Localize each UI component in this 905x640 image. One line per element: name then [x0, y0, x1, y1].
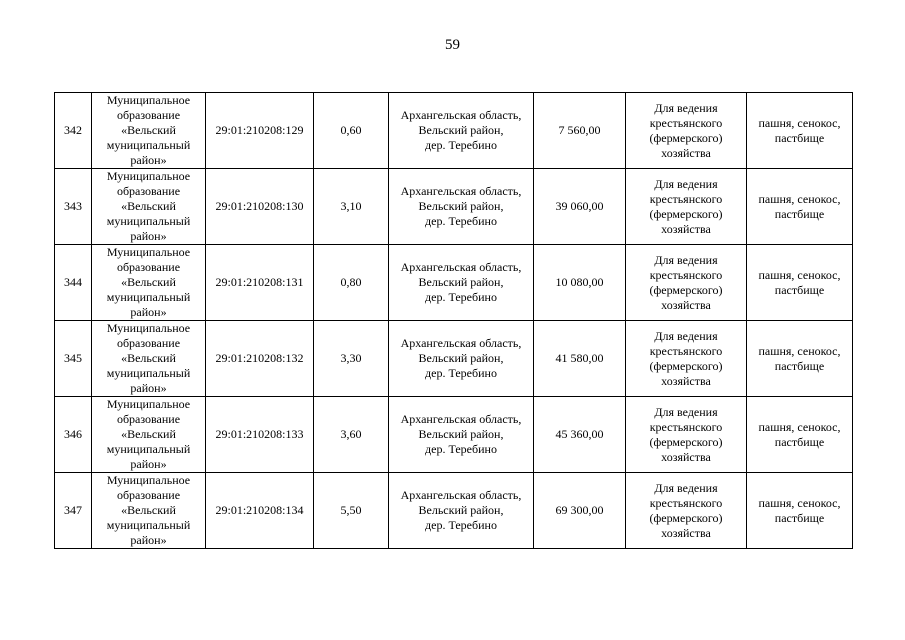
address-cell — [389, 93, 534, 169]
address-cell — [389, 245, 534, 321]
cadastral-number: 29:01:210208:133 — [215, 427, 304, 441]
cadastral-value-cell — [534, 169, 626, 245]
purpose-line: крестьянского — [649, 343, 723, 358]
owner-line: муниципальный — [106, 138, 191, 152]
owner-cell — [92, 93, 206, 169]
row-number-cell — [55, 169, 92, 245]
owner-line: Муниципальное — [106, 93, 191, 107]
usage-cell — [747, 473, 853, 549]
purpose-line: хозяйства — [661, 449, 711, 464]
address-line: Архангельская область, — [400, 412, 522, 426]
cadastral-number: 29:01:210208:134 — [215, 503, 304, 517]
owner-cell — [92, 245, 206, 321]
usage-line: пастбище — [774, 434, 825, 449]
purpose-line: (фермерского) — [649, 510, 723, 525]
address-line: Архангельская область, — [400, 260, 522, 274]
row-number: 347 — [64, 503, 82, 517]
address-cell — [389, 169, 534, 245]
owner-line: район» — [130, 229, 167, 243]
address-cell — [389, 321, 534, 397]
usage-line: пастбище — [774, 358, 825, 373]
owner-line: образование — [116, 488, 181, 502]
land-plots-table — [54, 92, 853, 549]
area-cell — [314, 473, 389, 549]
purpose-line: Для ведения — [654, 252, 718, 267]
owner-line: «Вельский — [121, 351, 176, 365]
area-cell — [314, 93, 389, 169]
usage-line: пастбище — [774, 130, 825, 145]
cadastral-number-cell — [206, 321, 314, 397]
owner-line: район» — [130, 153, 167, 167]
owner-line: образование — [116, 336, 181, 350]
owner-line: муниципальный — [106, 366, 191, 380]
area-cell — [314, 169, 389, 245]
owner-line: Муниципальное — [106, 245, 191, 259]
purpose-line: (фермерского) — [649, 130, 723, 145]
owner-line: муниципальный — [106, 214, 191, 228]
purpose-line: хозяйства — [661, 525, 711, 540]
address-line: Вельский район, — [418, 123, 504, 137]
owner-line: Муниципальное — [106, 397, 191, 411]
owner-cell — [92, 321, 206, 397]
usage-cell — [747, 93, 853, 169]
cadastral-value: 10 080,00 — [555, 275, 604, 289]
cadastral-value: 39 060,00 — [555, 199, 604, 213]
owner-line: район» — [130, 305, 167, 319]
owner-cell — [92, 473, 206, 549]
owner-line: «Вельский — [121, 503, 176, 517]
address-line: дер. Теребино — [425, 138, 497, 152]
purpose-cell — [626, 245, 747, 321]
cadastral-number: 29:01:210208:129 — [215, 123, 304, 137]
area-value: 0,80 — [340, 275, 362, 289]
address-line: Вельский район, — [418, 351, 504, 365]
address-line: Архангельская область, — [400, 488, 522, 502]
usage-cell — [747, 321, 853, 397]
cadastral-value: 45 360,00 — [555, 427, 604, 441]
address-line: Вельский район, — [418, 275, 504, 289]
cadastral-number-cell — [206, 473, 314, 549]
owner-line: район» — [130, 457, 167, 471]
area-value: 0,60 — [340, 123, 362, 137]
row-number: 343 — [64, 199, 82, 213]
row-number: 345 — [64, 351, 82, 365]
purpose-line: крестьянского — [649, 267, 723, 282]
purpose-cell — [626, 397, 747, 473]
row-number-cell — [55, 473, 92, 549]
cadastral-number-cell — [206, 93, 314, 169]
usage-line: пашня, сенокос, — [758, 495, 841, 510]
address-cell — [389, 397, 534, 473]
cadastral-value-cell — [534, 93, 626, 169]
purpose-line: (фермерского) — [649, 358, 723, 373]
owner-line: «Вельский — [121, 199, 176, 213]
purpose-line: Для ведения — [654, 176, 718, 191]
usage-line: пастбище — [774, 206, 825, 221]
owner-line: муниципальный — [106, 518, 191, 532]
row-number: 346 — [64, 427, 82, 441]
owner-line: образование — [116, 108, 181, 122]
usage-line: пашня, сенокос, — [758, 191, 841, 206]
table-row — [55, 245, 853, 321]
usage-line: пашня, сенокос, — [758, 267, 841, 282]
owner-line: муниципальный — [106, 442, 191, 456]
cadastral-value: 7 560,00 — [558, 123, 601, 137]
row-number-cell — [55, 321, 92, 397]
area-cell — [314, 397, 389, 473]
table-body — [55, 93, 853, 549]
owner-line: «Вельский — [121, 275, 176, 289]
usage-cell — [747, 397, 853, 473]
purpose-line: крестьянского — [649, 191, 723, 206]
cadastral-value-cell — [534, 397, 626, 473]
purpose-line: Для ведения — [654, 328, 718, 343]
purpose-line: крестьянского — [649, 419, 723, 434]
purpose-line: Для ведения — [654, 480, 718, 495]
address-line: Архангельская область, — [400, 184, 522, 198]
owner-cell — [92, 397, 206, 473]
owner-line: Муниципальное — [106, 473, 191, 487]
address-cell — [389, 473, 534, 549]
address-line: Вельский район, — [418, 503, 504, 517]
purpose-cell — [626, 169, 747, 245]
purpose-line: хозяйства — [661, 373, 711, 388]
table-row — [55, 93, 853, 169]
purpose-cell — [626, 321, 747, 397]
owner-line: Муниципальное — [106, 321, 191, 335]
usage-cell — [747, 245, 853, 321]
cadastral-number: 29:01:210208:132 — [215, 351, 304, 365]
address-line: дер. Теребино — [425, 366, 497, 380]
owner-line: Муниципальное — [106, 169, 191, 183]
owner-line: район» — [130, 533, 167, 547]
address-line: Вельский район, — [418, 427, 504, 441]
cadastral-value-cell — [534, 473, 626, 549]
owner-line: образование — [116, 184, 181, 198]
usage-line: пастбище — [774, 510, 825, 525]
row-number: 342 — [64, 123, 82, 137]
purpose-line: крестьянского — [649, 495, 723, 510]
cadastral-value: 41 580,00 — [555, 351, 604, 365]
cadastral-number: 29:01:210208:131 — [215, 275, 304, 289]
area-cell — [314, 245, 389, 321]
purpose-line: (фермерского) — [649, 434, 723, 449]
cadastral-value-cell — [534, 321, 626, 397]
purpose-cell — [626, 473, 747, 549]
area-value: 3,10 — [340, 199, 362, 213]
row-number-cell — [55, 93, 92, 169]
table-row — [55, 397, 853, 473]
purpose-cell — [626, 93, 747, 169]
address-line: дер. Теребино — [425, 214, 497, 228]
owner-cell — [92, 169, 206, 245]
cadastral-number-cell — [206, 397, 314, 473]
row-number-cell — [55, 397, 92, 473]
purpose-line: крестьянского — [649, 115, 723, 130]
address-line: Вельский район, — [418, 199, 504, 213]
purpose-line: Для ведения — [654, 100, 718, 115]
purpose-line: хозяйства — [661, 145, 711, 160]
row-number: 344 — [64, 275, 82, 289]
area-cell — [314, 321, 389, 397]
address-line: дер. Теребино — [425, 518, 497, 532]
address-line: Архангельская область, — [400, 108, 522, 122]
row-number-cell — [55, 245, 92, 321]
page-number: 59 — [445, 37, 460, 53]
owner-line: образование — [116, 412, 181, 426]
usage-line: пашня, сенокос, — [758, 343, 841, 358]
cadastral-value: 69 300,00 — [555, 503, 604, 517]
owner-line: «Вельский — [121, 123, 176, 137]
purpose-line: (фермерского) — [649, 282, 723, 297]
cadastral-number-cell — [206, 169, 314, 245]
purpose-line: хозяйства — [661, 297, 711, 312]
address-line: Архангельская область, — [400, 336, 522, 350]
table-row — [55, 321, 853, 397]
address-line: дер. Теребино — [425, 290, 497, 304]
cadastral-number: 29:01:210208:130 — [215, 199, 304, 213]
area-value: 3,60 — [340, 427, 362, 441]
purpose-line: Для ведения — [654, 404, 718, 419]
purpose-line: хозяйства — [661, 221, 711, 236]
owner-line: район» — [130, 381, 167, 395]
area-value: 5,50 — [340, 503, 362, 517]
address-line: дер. Теребино — [425, 442, 497, 456]
table-row — [55, 473, 853, 549]
area-value: 3,30 — [340, 351, 362, 365]
usage-line: пастбище — [774, 282, 825, 297]
usage-line: пашня, сенокос, — [758, 419, 841, 434]
cadastral-value-cell — [534, 245, 626, 321]
owner-line: «Вельский — [121, 427, 176, 441]
cadastral-number-cell — [206, 245, 314, 321]
purpose-line: (фермерского) — [649, 206, 723, 221]
usage-cell — [747, 169, 853, 245]
usage-line: пашня, сенокос, — [758, 115, 841, 130]
table-row — [55, 169, 853, 245]
owner-line: муниципальный — [106, 290, 191, 304]
owner-line: образование — [116, 260, 181, 274]
